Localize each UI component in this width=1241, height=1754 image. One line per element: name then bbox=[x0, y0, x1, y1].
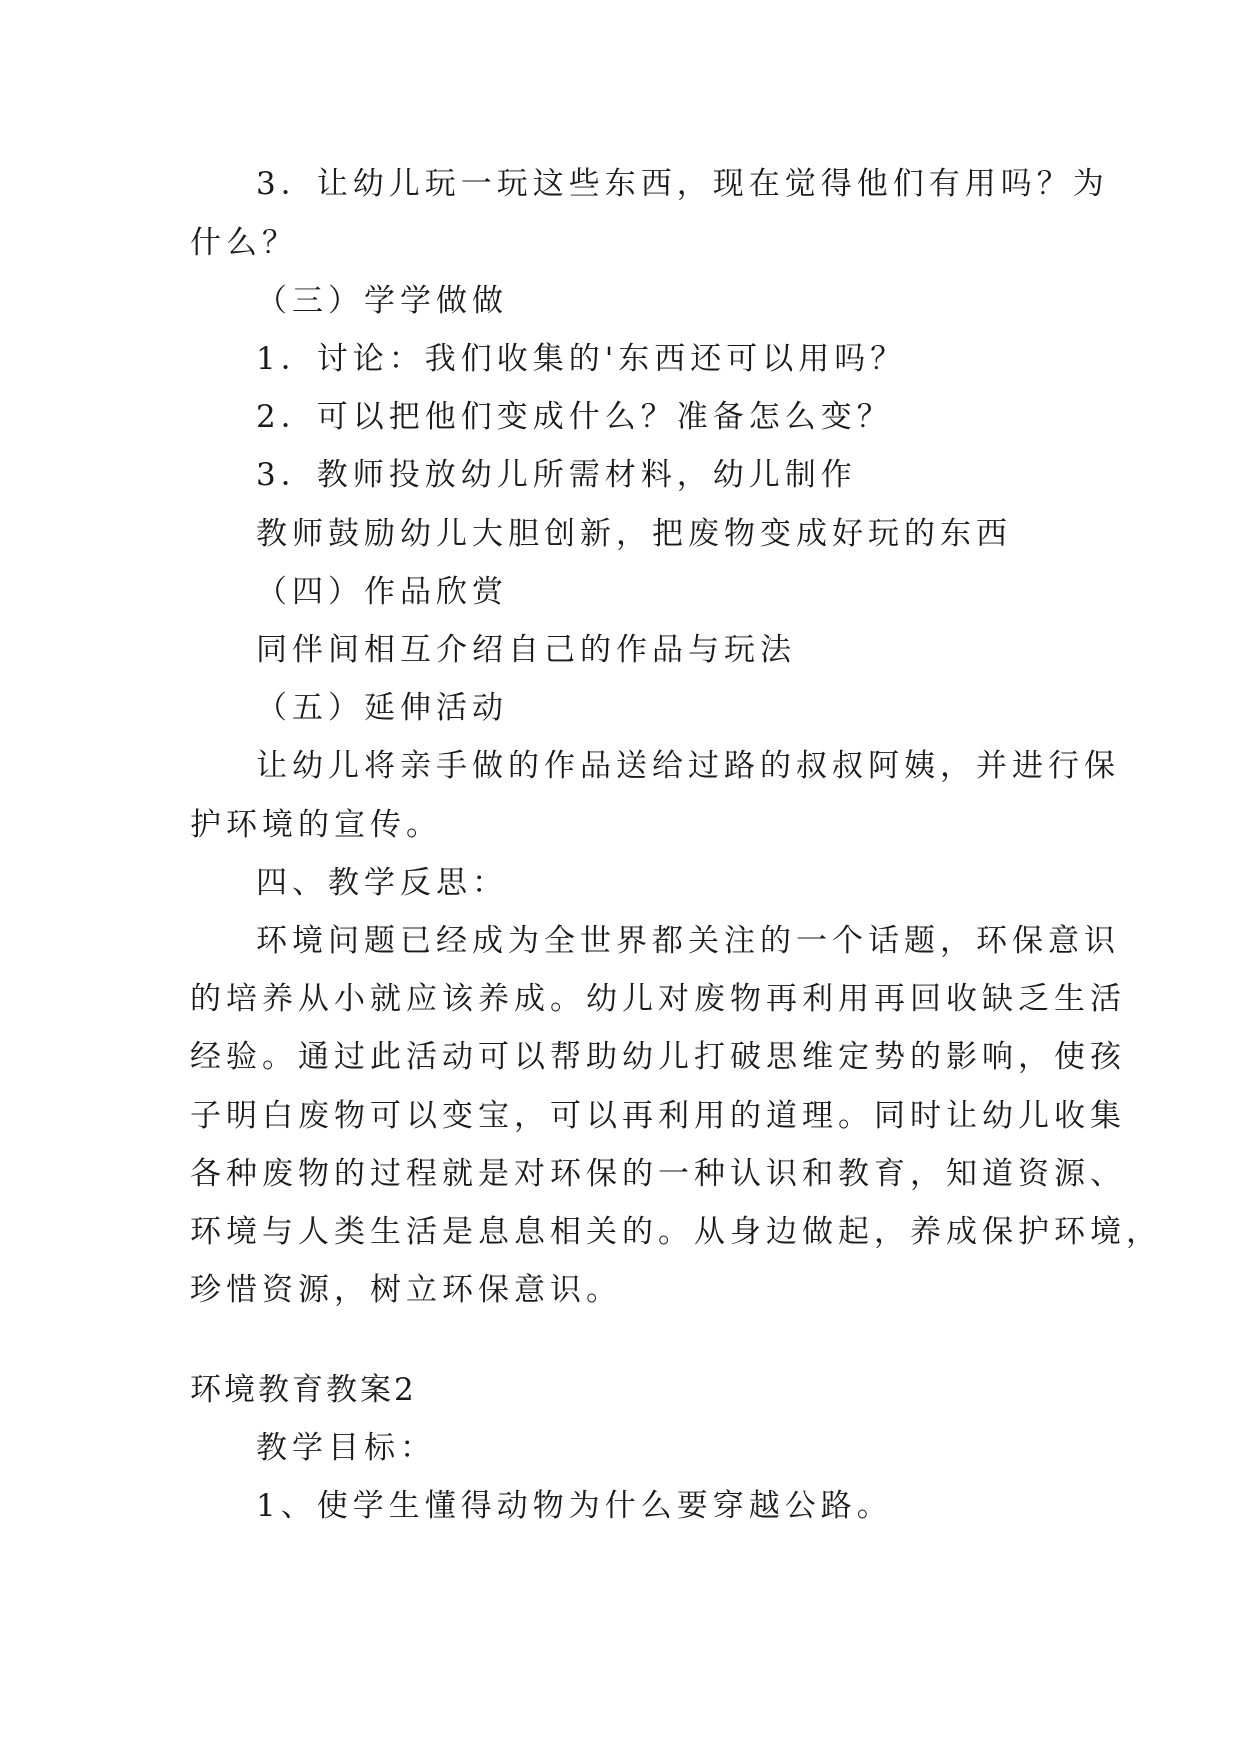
paragraph-line: 各种废物的过程就是对环保的一种认识和教育，知道资源、 bbox=[190, 1156, 1126, 1192]
list-item: 1、使学生懂得动物为什么要穿越公路。 bbox=[256, 1488, 893, 1524]
paragraph-line: 环境问题已经成为全世界都关注的一个话题，环保意识 bbox=[256, 923, 1120, 959]
paragraph-line: 子明白废物可以变宝，可以再利用的道理。同时让幼儿收集 bbox=[190, 1098, 1126, 1134]
paragraph-line: 环境与人类生活是息息相关的。从身边做起，养成保护环境， bbox=[190, 1214, 1162, 1250]
section-heading: （三）学学做做 bbox=[256, 283, 508, 319]
paragraph-line: 经验。通过此活动可以帮助幼儿打破思维定势的影响，使孩 bbox=[190, 1039, 1126, 1075]
section-heading: 四、教学反思： bbox=[256, 865, 508, 901]
paragraph-line: 的培养从小就应该养成。幼儿对废物再利用再回收缺乏生活 bbox=[190, 981, 1126, 1017]
section-heading: 教学目标： bbox=[256, 1430, 436, 1466]
section-heading: （五）延伸活动 bbox=[256, 690, 508, 726]
paragraph-line: 珍惜资源，树立环保意识。 bbox=[190, 1272, 622, 1308]
paragraph-line: 3．让幼儿玩一玩这些东西，现在觉得他们有用吗？为 bbox=[256, 166, 1109, 202]
list-item: 3．教师投放幼儿所需材料，幼儿制作 bbox=[256, 457, 857, 493]
paragraph-line: 护环境的宣传。 bbox=[190, 807, 442, 843]
list-item: 1．讨论：我们收集的'东西还可以用吗？ bbox=[256, 341, 907, 377]
paragraph-line: 让幼儿将亲手做的作品送给过路的叔叔阿姨，并进行保 bbox=[256, 748, 1120, 784]
document-title: 环境教育教案2 bbox=[190, 1372, 417, 1408]
list-item: 2．可以把他们变成什么？准备怎么变？ bbox=[256, 399, 893, 435]
section-heading: （四）作品欣赏 bbox=[256, 574, 508, 610]
paragraph-line: 什么？ bbox=[190, 225, 298, 261]
paragraph-line: 教师鼓励幼儿大胆创新，把废物变成好玩的东西 bbox=[256, 516, 1012, 552]
paragraph-line: 同伴间相互介绍自己的作品与玩法 bbox=[256, 632, 796, 668]
